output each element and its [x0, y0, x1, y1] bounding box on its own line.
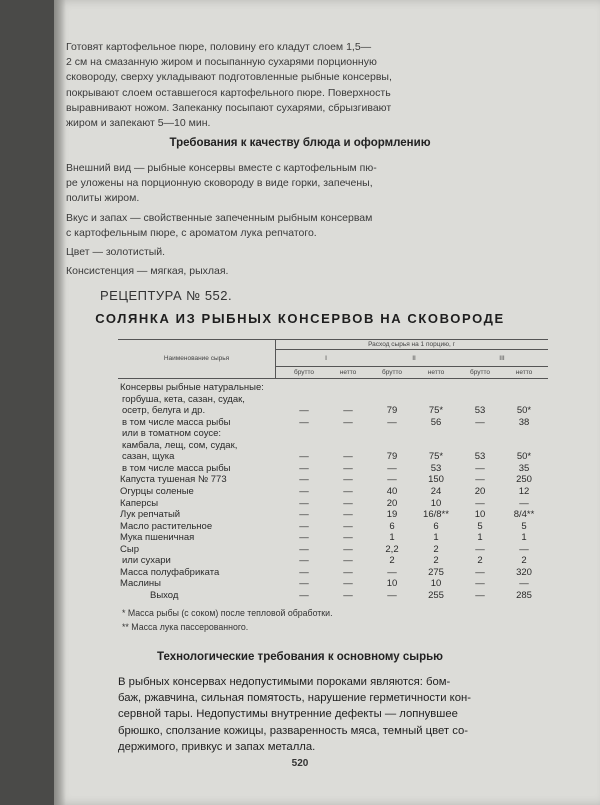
sub-header: брутто	[293, 369, 314, 376]
table-cell: 5	[521, 520, 527, 532]
group-header: I	[325, 355, 327, 362]
table-cell: —	[475, 474, 485, 486]
group-header: II	[412, 355, 416, 362]
table-cell: —	[343, 566, 353, 578]
table-cell: 1	[521, 532, 527, 544]
dish-title: СОЛЯНКА ИЗ РЫБНЫХ КОНСЕРВОВ НА СКОВОРОДЕ	[95, 311, 505, 326]
footnote: * Масса рыбы (с соком) после тепловой обработки.	[122, 608, 333, 618]
table-cell: 10	[430, 578, 442, 590]
table-cell: 5	[477, 520, 483, 532]
ingredient-name: в том числе масса рыбы	[122, 462, 231, 474]
table-top-rule	[118, 339, 548, 340]
table-cell: —	[343, 589, 353, 601]
table-cell: 250	[516, 474, 532, 486]
consumption-header: Расход сырья на 1 порцию, г	[368, 341, 455, 348]
table-cell: —	[299, 405, 309, 417]
ingredient-name: горбуша, кета, сазан, судак,	[122, 393, 245, 405]
table-cell: 285	[516, 589, 532, 601]
name-header: Наименование сырья	[163, 355, 230, 362]
table-cell: 35	[518, 462, 530, 474]
table-cell: —	[343, 485, 353, 497]
table-cell: 40	[386, 485, 398, 497]
table-cell: 75*	[428, 405, 444, 417]
ingredient-name: осетр, белуга и др.	[122, 405, 206, 417]
table-cell: 6	[433, 520, 439, 532]
table-cell: 10	[474, 509, 486, 521]
table-cell: —	[475, 462, 485, 474]
table-cell: —	[387, 566, 397, 578]
table-cell: 255	[428, 589, 444, 601]
table-cell: 20	[474, 485, 486, 497]
table-cell: —	[299, 497, 309, 509]
text-line: сковороду, сверху укладывают подготовленные рыбные консервы,	[66, 71, 392, 84]
table-cell: —	[343, 509, 353, 521]
ingredient-name: сазан, щука	[122, 451, 175, 463]
table-cell: —	[299, 416, 309, 428]
text-line: ре уложены на порционную сковороду в виде горки, запечены,	[66, 177, 373, 190]
text-line: с картофельным пюре, с ароматом лука репчатого.	[66, 226, 317, 239]
table-cell: 6	[389, 520, 395, 532]
ingredient-name: камбала, лещ, сом, судак,	[122, 439, 238, 451]
table-cell: —	[387, 416, 397, 428]
ingredient-name: Мука пшеничная	[120, 532, 195, 544]
table-cell: —	[299, 532, 309, 544]
table-cell: 53	[474, 451, 486, 463]
ingredient-name: Масса полуфабриката	[120, 566, 220, 578]
table-cell: —	[299, 566, 309, 578]
sub-header: нетто	[515, 369, 533, 376]
table-cell: —	[519, 497, 529, 509]
table-cell: —	[299, 578, 309, 590]
sub-header: брутто	[469, 369, 490, 376]
tech-heading: Технологические требования к основному сырью	[157, 651, 443, 663]
table-cell: —	[299, 520, 309, 532]
table-cell: —	[343, 578, 353, 590]
table-cell: 56	[430, 416, 442, 428]
text-line: Цвет — золотистый.	[66, 246, 166, 259]
text-line: жиром и запекают 5—10 мин.	[66, 117, 211, 130]
intro-paragraph	[66, 40, 550, 131]
sub-header: брутто	[381, 369, 402, 376]
table-cell: —	[343, 451, 353, 463]
table-cell: 50*	[516, 451, 532, 463]
table-cell: —	[343, 555, 353, 567]
table-cell: —	[475, 497, 485, 509]
ingredient-name: Каперсы	[120, 497, 159, 509]
table-cell: —	[299, 543, 309, 555]
text-line: политы жиром.	[66, 192, 140, 205]
text-line: сервной тары. Недопустимы внутренние дефекты — лопнувшее	[118, 708, 458, 721]
table-cell: —	[343, 497, 353, 509]
text-line: Консистенция — мягкая, рыхлая.	[66, 265, 229, 278]
table-cell: —	[343, 532, 353, 544]
quality-heading: Требования к качеству блюда и оформлению	[169, 137, 431, 149]
page-number: 520	[291, 758, 309, 769]
table-cell: 275	[428, 566, 444, 578]
ingredient-name: Маслины	[120, 578, 161, 590]
table-subrule	[275, 349, 548, 350]
table-cell: —	[519, 543, 529, 555]
table-cell: 1	[389, 532, 395, 544]
ingredient-name: Консервы рыбные натуральные:	[120, 382, 264, 393]
ingredient-name: в том числе масса рыбы	[122, 416, 231, 428]
ingredient-name: Лук репчатый	[120, 509, 181, 521]
table-cell: —	[475, 566, 485, 578]
table-cell: 2	[433, 543, 439, 555]
table-cell: —	[299, 451, 309, 463]
table-cell: —	[299, 474, 309, 486]
table-cell: 50*	[516, 405, 532, 417]
table-cell: 75*	[428, 451, 444, 463]
table-cell: 79	[386, 451, 398, 463]
table-header-rule	[118, 378, 548, 379]
ingredient-name: Огурцы соленые	[120, 485, 194, 497]
sub-header: нетто	[427, 369, 445, 376]
table-cell: —	[387, 474, 397, 486]
table-cell: —	[475, 589, 485, 601]
table-cell: —	[387, 589, 397, 601]
table-cell: 38	[518, 416, 530, 428]
table-cell: —	[299, 485, 309, 497]
table-cell: 150	[428, 474, 444, 486]
table-subrule	[275, 366, 548, 367]
table-cell: 320	[516, 566, 532, 578]
table-cell: 2	[433, 555, 439, 567]
table-cell: —	[475, 416, 485, 428]
table-cell: 24	[430, 485, 442, 497]
table-cell: —	[299, 589, 309, 601]
ingredient-name: или сухари	[122, 555, 171, 567]
table-cell: —	[343, 520, 353, 532]
table-cell: —	[299, 555, 309, 567]
table-cell: 2	[477, 555, 483, 567]
table-cell: —	[343, 405, 353, 417]
text-line: Готовят картофельное пюре, половину его кладут слоем 1,5—	[66, 41, 372, 53]
quality-paragraph	[66, 161, 550, 279]
table-cell: 2,2	[385, 543, 399, 555]
table-cell: 53	[430, 462, 442, 474]
table-cell: 1	[433, 532, 439, 544]
table-cell: —	[475, 543, 485, 555]
ingredient-name: Капуста тушеная № 773	[120, 474, 227, 486]
ingredient-name: Сыр	[120, 543, 139, 555]
table-cell: —	[387, 462, 397, 474]
table-cell: 19	[386, 509, 398, 521]
table-cell: 1	[477, 532, 483, 544]
table-cell: —	[475, 578, 485, 590]
sub-header: нетто	[339, 369, 357, 376]
table-cell: 10	[386, 578, 398, 590]
text-line: держимого, привкус и запах металла.	[118, 740, 316, 753]
table-cell: —	[299, 462, 309, 474]
table-cell: 2	[521, 555, 527, 567]
text-line: В рыбных консервах недопустимыми пороками являются: бом-	[118, 676, 451, 688]
ingredient-name: Масло растительное	[120, 520, 213, 532]
table-cell: 16/8**	[423, 509, 449, 521]
table-cell: —	[343, 543, 353, 555]
table-cell: 10	[430, 497, 442, 509]
group-header: III	[499, 355, 505, 362]
table-cell: —	[343, 474, 353, 486]
table-cell: —	[299, 509, 309, 521]
table-cell: 53	[474, 405, 486, 417]
text-line: 2 см на смазанную жиром и посыпанную сухарями порционную	[66, 56, 377, 69]
table-cell: 8/4**	[513, 509, 535, 521]
ingredient-name: или в томатном соусе:	[122, 428, 222, 440]
table-cell: —	[519, 578, 529, 590]
table-cell: —	[343, 462, 353, 474]
text-line: Вкус и запах — свойственные запеченным рыбным консервам	[66, 211, 373, 224]
tech-paragraph	[118, 674, 542, 755]
text-line: баж, ржавчина, сильная помятость, нарушение герметичности кон-	[118, 692, 472, 705]
table-cell: 79	[386, 405, 398, 417]
text-line: выравнивают ножом. Запеканку посыпают сухарями, сбрызгивают	[66, 101, 392, 114]
text-line: Внешний вид — рыбные консервы вместе с картофельным пю-	[66, 162, 377, 174]
table-cell: —	[343, 416, 353, 428]
table-cell: 12	[518, 485, 530, 497]
footnote: ** Масса лука пассерованного.	[122, 622, 249, 632]
text-line: брюшко, сползание кожицы, разваренность мяса, темный цвет со-	[118, 724, 469, 737]
table-cell: 2	[389, 555, 395, 567]
ingredient-name: Выход	[150, 589, 179, 601]
recipe-number: РЕЦЕПТУРА № 552.	[100, 288, 233, 303]
table-cell: 20	[386, 497, 398, 509]
text-line: покрывают слоем оставшегося картофельного пюре. Поверхность	[66, 86, 391, 99]
